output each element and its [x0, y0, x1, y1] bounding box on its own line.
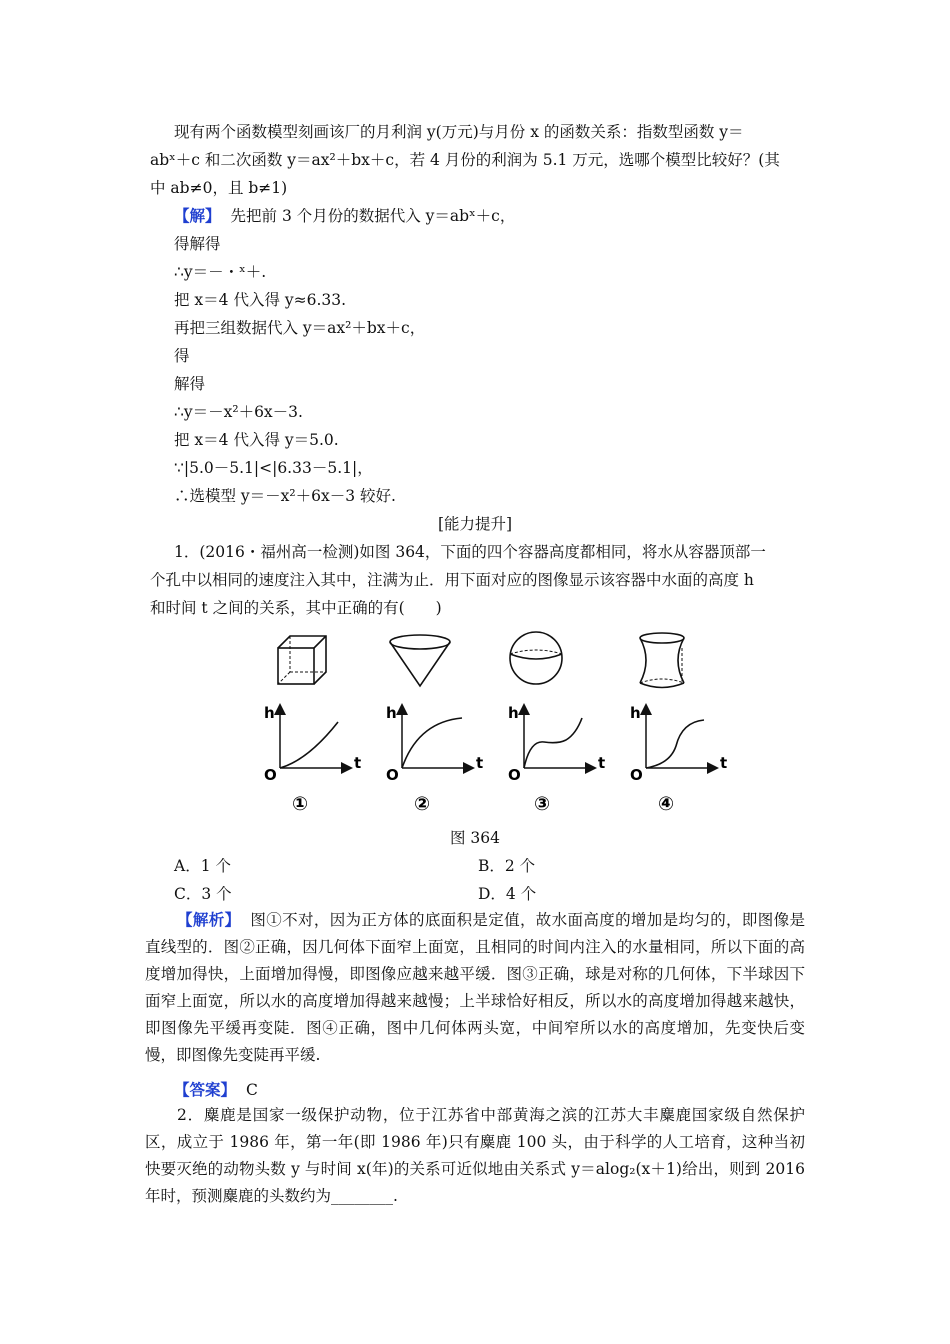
solution-line: 解得 [174, 375, 206, 393]
cube-container [278, 636, 326, 684]
graph-1 [264, 704, 361, 815]
q2-block [145, 1102, 805, 1210]
answer-tag: 【答案】 [174, 1080, 237, 1099]
analysis-text: 图①不对，因为正方体的底面积是定值，故水面高度的增加是均匀的，即图像是直线型的．图②正确，因几何体下面窄上面宽，且相同的时间内注入的水量相同，所以下面的高度增加得快，上面增加得慢，即图像应越来越平缓．图③正确，球是对称的几何体，下半球因下面窄上面宽，所以水的高度增加得越来越慢；上半球恰好相反，所以水的高度增加得越来越快，即图像先平缓再变陡．图④正确，图中几何体两头宽，中间窄所以水的高度增加，先变快后变慢，即图像先变陡再平缓. [145, 911, 805, 1064]
q2-text: 2．麋鹿是国家一级保护动物，位于江苏省中部黄海之滨的江苏大丰麋鹿国家级自然保护区，成立于 1986 年，第一年(即 1986 年)只有麋鹿 100 头，由于科学的人工培育，这种当初快要灭绝的动物头数 y 与时间 x(年)的关系可近似地由关系式 y＝alog₂(x＋1)给出，则到 2016 年时，预测麋鹿的头数约为________. [145, 1106, 805, 1205]
graph-label-2: ② [414, 793, 431, 815]
origin-label: O [264, 766, 277, 784]
solution-first-text: 先把前 3 个月份的数据代入 y＝abˣ＋c， [230, 207, 516, 225]
graph-figures [258, 700, 758, 820]
solution-line: ∴选模型 y＝－x²＋6x－3 较好. [174, 487, 396, 505]
waist-container [640, 633, 684, 688]
graph-label-4: ④ [658, 793, 675, 815]
axis-h-label: h [508, 704, 519, 722]
origin-label: O [508, 766, 521, 784]
q1-line-3: 和时间 t 之间的关系，其中正确的有( ) [150, 599, 442, 617]
option-a: A．1 个 [174, 857, 231, 875]
solution-line: ∵|5.0－5.1|<|6.33－5.1|， [174, 459, 373, 477]
axis-t-label: t [354, 754, 362, 772]
cone-container [390, 635, 450, 686]
option-d: D．4 个 [478, 885, 537, 903]
sphere-container [510, 632, 562, 684]
axis-h-label: h [386, 704, 397, 722]
option-b: B．2 个 [478, 857, 536, 875]
graph-label-1: ① [292, 793, 309, 815]
graph-label-3: ③ [534, 793, 551, 815]
graph-2 [386, 704, 483, 815]
origin-label: O [630, 766, 643, 784]
axis-t-label: t [476, 754, 484, 772]
solution-line: 得解得 [174, 235, 221, 253]
solution-line: 把 x＝4 代入得 y＝5.0. [174, 431, 339, 449]
graph-4 [630, 704, 727, 815]
axis-t-label: t [598, 754, 606, 772]
solution-line: 把 x＝4 代入得 y≈6.33. [174, 291, 347, 309]
figure-caption: 图 364 [449, 829, 500, 847]
answer-line [174, 1080, 258, 1100]
q1-line-2: 个孔中以相同的速度注入其中，注满为止．用下面对应的图像显示该容器中水面的高度 h [150, 571, 754, 589]
graph-3 [508, 704, 605, 815]
q1-line-1: 1．(2016・福州高一检测)如图 364，下面的四个容器高度都相同，将水从容器顶部一 [174, 543, 766, 561]
solution-line: 得 [174, 347, 190, 365]
solution-tag: 【解】 [174, 206, 221, 225]
section-title: [能力提升] [437, 515, 513, 533]
intro-line-3: 中 ab≠0，且 b≠1) [150, 179, 288, 197]
axis-t-label: t [720, 754, 728, 772]
container-figures [260, 628, 720, 693]
origin-label: O [386, 766, 399, 784]
analysis-tag: 【解析】 [177, 910, 241, 929]
intro-line-2: abˣ＋c 和二次函数 y＝ax²＋bx＋c，若 4 月份的利润为 5.1 万元，选哪个模型比较好？(其 [150, 151, 780, 169]
intro-line-1: 现有两个函数模型刻画该厂的月利润 y(万元)与月份 x 的函数关系：指数型函数 y＝ [174, 123, 744, 141]
solution-line: 再把三组数据代入 y＝ax²＋bx＋c， [174, 319, 426, 337]
answer-value: C [246, 1081, 258, 1099]
analysis-block [145, 906, 805, 1069]
solution-line: ∴y＝－・ˣ＋. [174, 263, 267, 281]
option-c: C．3 个 [174, 885, 232, 903]
solution-line: ∴y＝－x²＋6x－3. [174, 403, 303, 421]
axis-h-label: h [264, 704, 275, 722]
axis-h-label: h [630, 704, 641, 722]
solution-first-line [174, 206, 515, 226]
